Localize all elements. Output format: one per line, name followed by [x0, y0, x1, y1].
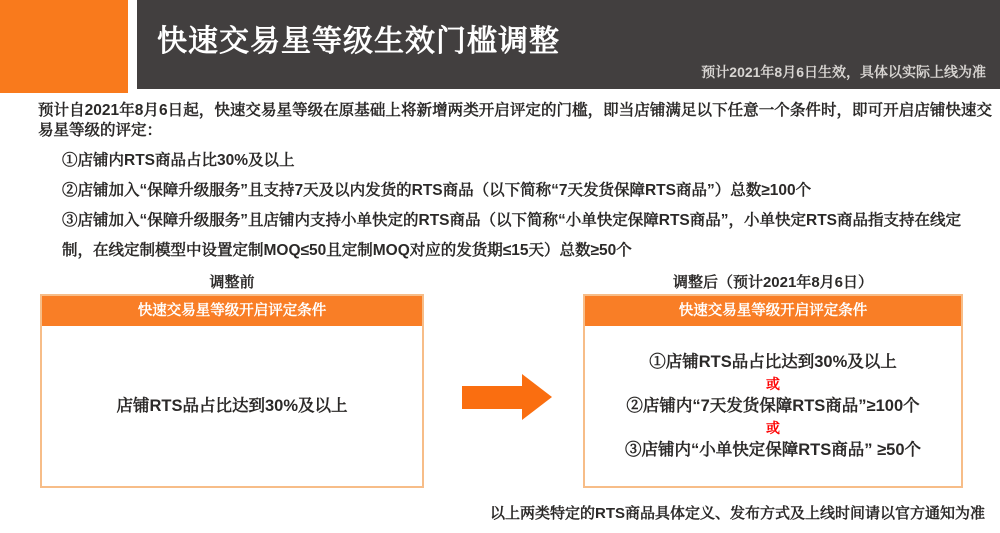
- or-separator-2: 或: [766, 420, 780, 436]
- after-column-label: 调整后（预计2021年8月6日）: [672, 274, 874, 291]
- after-box-body: [585, 326, 961, 486]
- after-condition-1: ①店铺RTS品占比达到30%及以上: [649, 353, 897, 371]
- before-box-header: 快速交易星等级开启评定条件: [42, 296, 422, 326]
- page-title: 快速交易星等级生效门槛调整: [157, 25, 560, 58]
- right-arrow-icon: [462, 374, 552, 420]
- banner-accent-block: [0, 0, 128, 93]
- banner-subtitle: 预计2021年8月6日生效，具体以实际上线为准: [701, 64, 986, 80]
- condition-item-3: ③店铺加入“保障升级服务”且店铺内支持小单快定的RTS商品（以下简称“小单快定保障RTS商品”，小单快定RTS商品指支持在线定制，在线定制模型中设置定制MOQ≤50且定制MOQ对应的发货期≤15天）总数≥50个: [62, 212, 962, 259]
- before-column-label: 调整前: [209, 274, 255, 291]
- or-separator-1: 或: [766, 376, 780, 392]
- condition-item-1: ①店铺内RTS商品占比30%及以上: [62, 152, 295, 169]
- condition-list: [62, 146, 988, 266]
- after-condition-3: ③店铺内“小单快定保障RTS商品” ≥50个: [625, 441, 921, 459]
- before-box-body: [42, 326, 422, 486]
- after-box-header: 快速交易星等级开启评定条件: [585, 296, 961, 326]
- before-condition: 店铺RTS品占比达到30%及以上: [116, 397, 348, 415]
- before-box: [40, 294, 424, 488]
- after-box: [583, 294, 963, 488]
- after-condition-2: ②店铺内“7天发货保障RTS商品”≥100个: [626, 397, 920, 415]
- intro-paragraph: 预计自2021年8月6日起，快速交易星等级在原基础上将新增两类开启评定的门槛，即当店铺满足以下任意一个条件时，即可开启店铺快速交易星等级的评定：: [38, 102, 992, 139]
- footer-note: 以上两类特定的RTS商品具体定义、发布方式及上线时间请以官方通知为准: [489, 505, 985, 522]
- banner: [137, 0, 1000, 89]
- condition-item-2: ②店铺加入“保障升级服务”且支持7天及以内发货的RTS商品（以下简称“7天发货保障RTS商品”）总数≥100个: [62, 182, 812, 199]
